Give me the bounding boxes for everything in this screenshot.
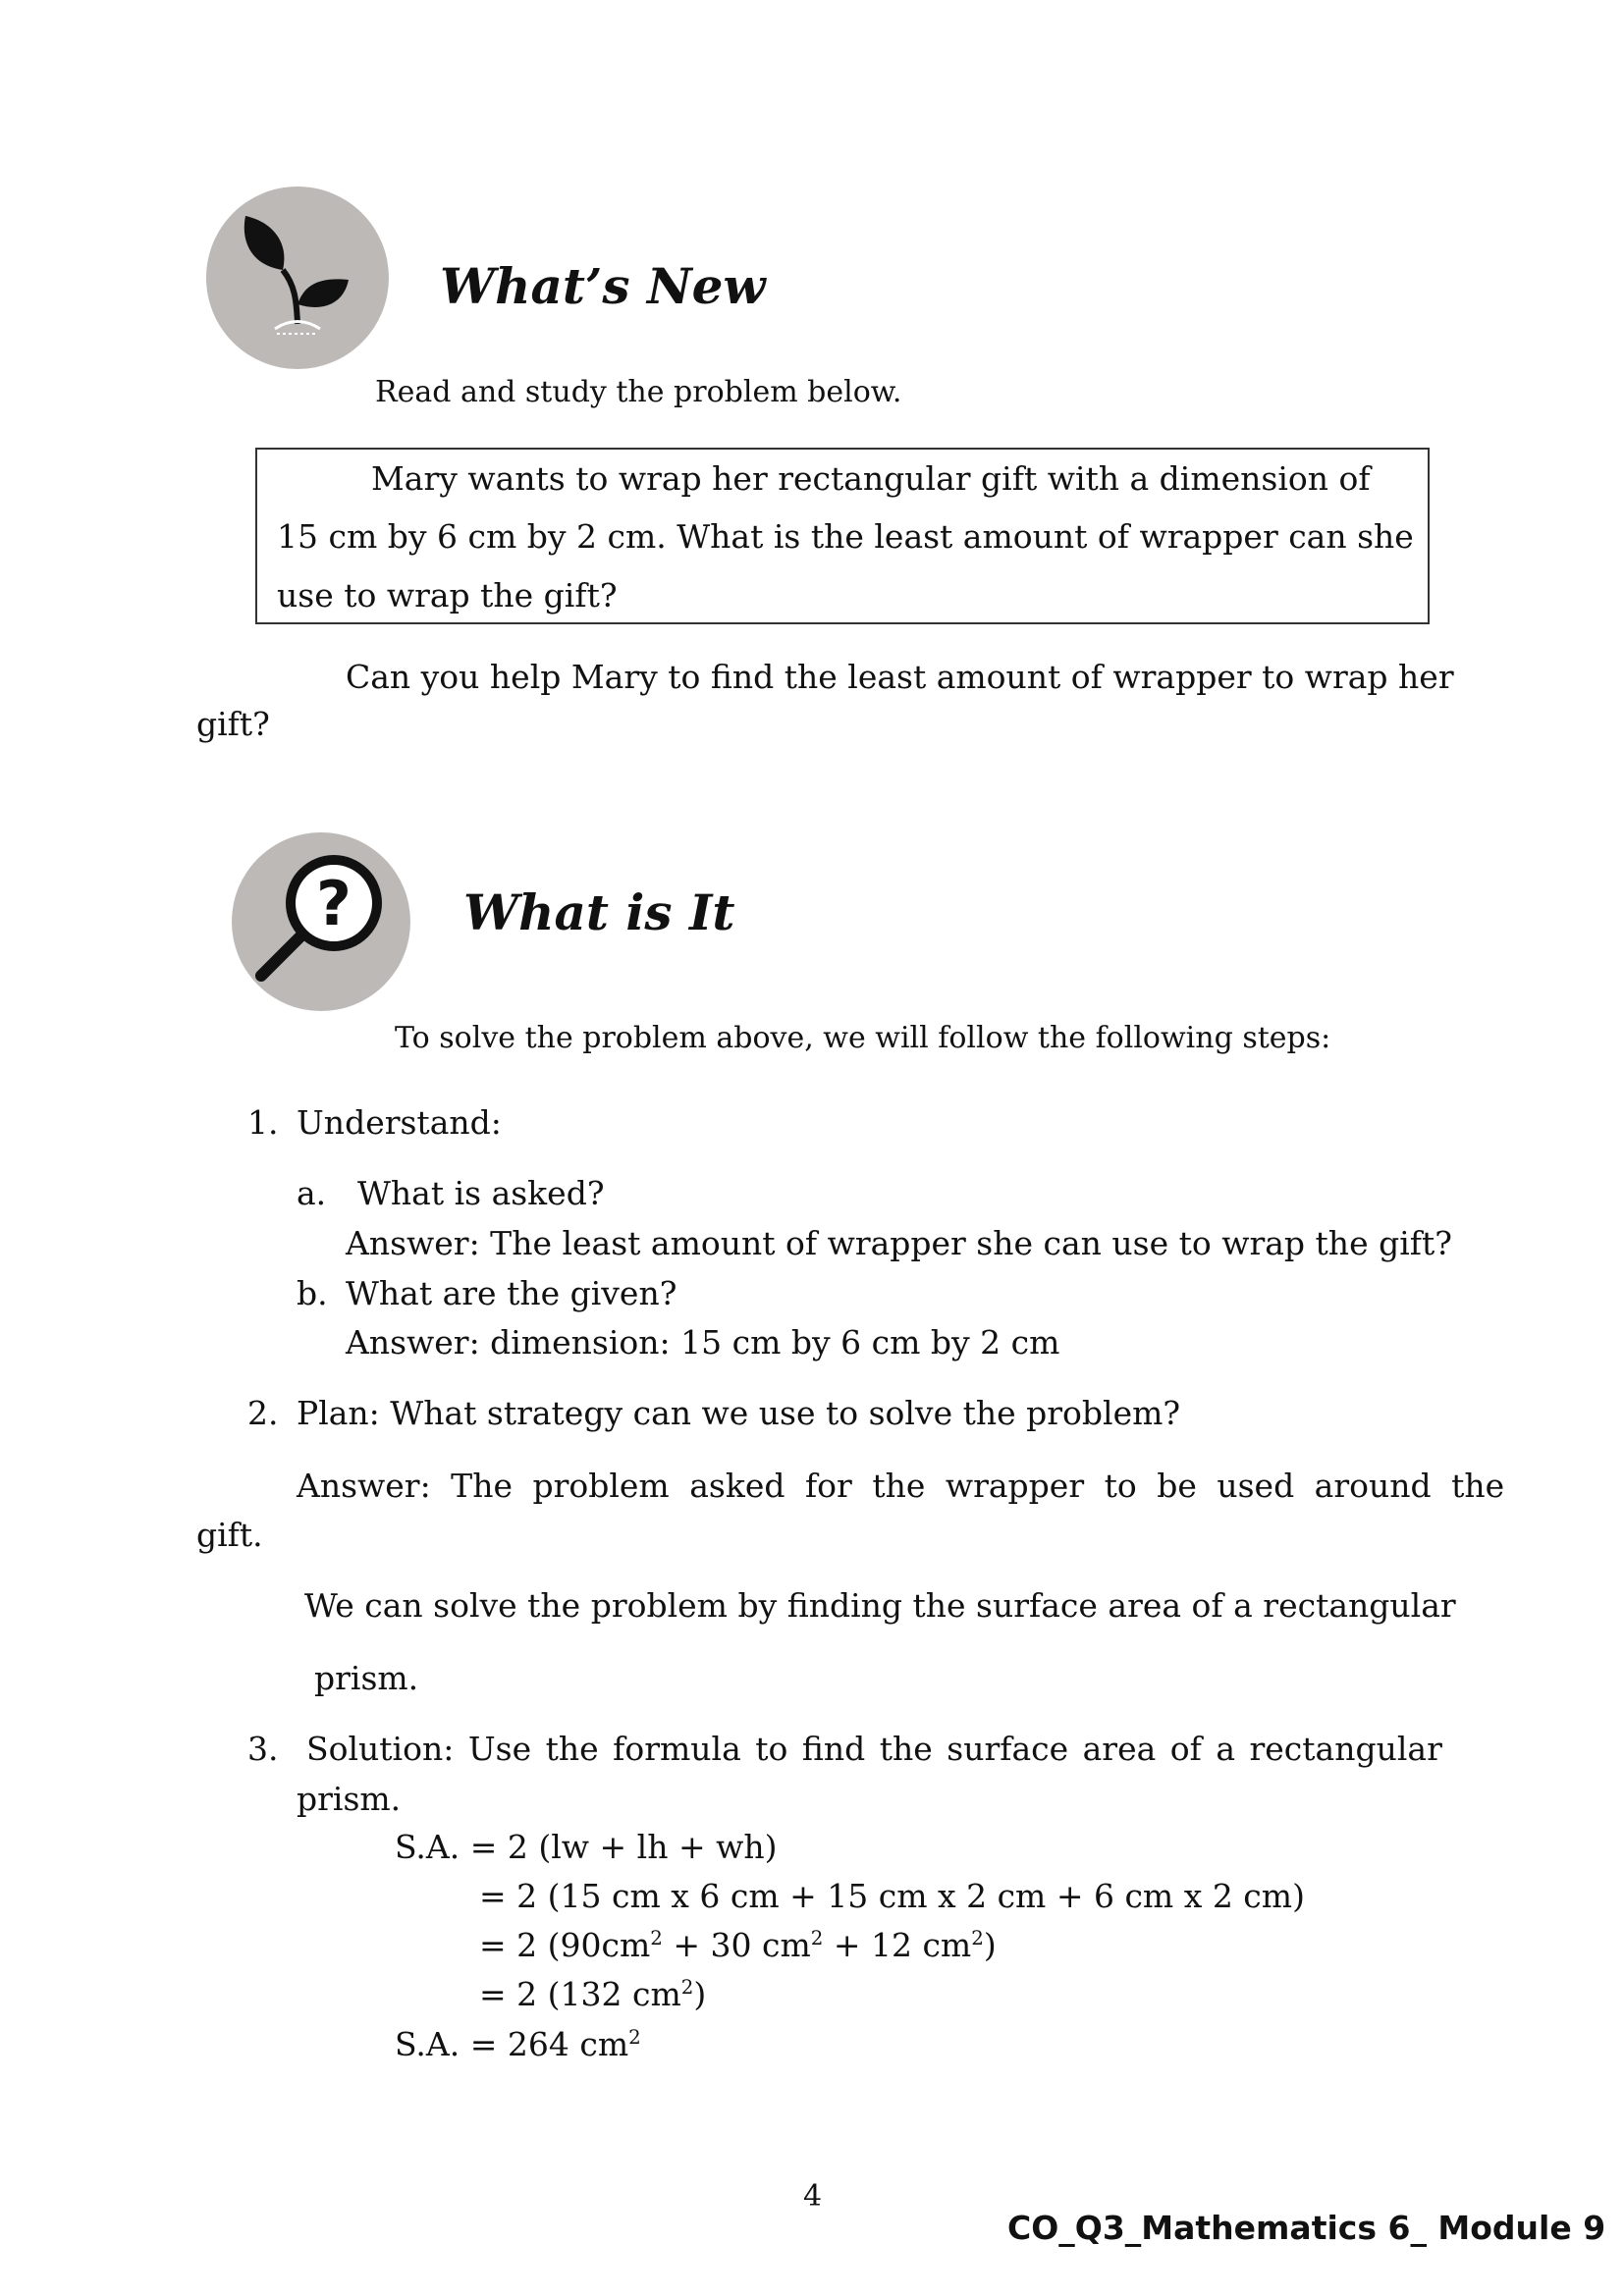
- plan-extra-line-2: prism.: [314, 1659, 419, 1697]
- plant-icon: [206, 187, 389, 369]
- formula-3-part-a: = 2 (90cm: [479, 1926, 651, 1964]
- formula-line-5: [395, 2025, 641, 2064]
- step3-line-2: prism.: [297, 1780, 402, 1818]
- formula-3-part-d: ): [983, 1926, 997, 1964]
- question-line-1: Can you help Mary to find the least amount of wrapper to wrap her: [346, 658, 1454, 696]
- plan-answer-line-1: Answer: The problem asked for the wrapper to be used around the: [297, 1467, 1505, 1505]
- formula-line-4: [479, 1975, 706, 2014]
- step1a-question: What is asked?: [357, 1174, 605, 1212]
- plan-answer-line-2: gift.: [196, 1516, 263, 1554]
- step2-text: Plan: What strategy can we use to solve the problem?: [297, 1394, 1181, 1432]
- superscript-2: 2: [680, 1976, 694, 1999]
- what-is-it-icon-circle: [232, 832, 410, 1011]
- superscript-2: 2: [628, 2026, 641, 2049]
- formula-3-part-b: + 30 cm: [662, 1926, 811, 1964]
- problem-line-3: use to wrap the gift?: [277, 576, 618, 614]
- step1a-answer: Answer: The least amount of wrapper she can use to wrap the gift?: [346, 1224, 1452, 1262]
- whats-new-title: What’s New: [440, 257, 766, 315]
- problem-line-2: 15 cm by 6 cm by 2 cm. What is the least amount of wrapper can she: [277, 517, 1414, 556]
- plan-extra-line-1: We can solve the problem by finding the surface area of a rectangular: [304, 1586, 1456, 1625]
- question-line-2: gift?: [196, 705, 270, 743]
- whats-new-icon-circle: [206, 187, 389, 369]
- step1-label: Understand:: [297, 1103, 502, 1142]
- formula-4-part-b: ): [693, 1975, 707, 2013]
- step1-number: 1.: [247, 1103, 279, 1142]
- formula-line-2: = 2 (15 cm x 6 cm + 15 cm x 2 cm + 6 cm x 2 cm): [479, 1877, 1305, 1915]
- step3-line-1: Solution: Use the formula to find the surface area of a rectangular: [306, 1730, 1442, 1768]
- step1b-answer: Answer: dimension: 15 cm by 6 cm by 2 cm: [346, 1323, 1060, 1362]
- problem-line-1: Mary wants to wrap her rectangular gift with a dimension of: [371, 459, 1371, 498]
- formula-line-3: [479, 1926, 997, 1965]
- what-is-it-intro: To solve the problem above, we will follow the following steps:: [395, 1021, 1331, 1055]
- what-is-it-title: What is It: [463, 883, 735, 941]
- superscript-2: 2: [650, 1927, 663, 1949]
- page-number: 4: [803, 2179, 823, 2214]
- formula-3-part-c: + 12 cm: [823, 1926, 972, 1964]
- formula-line-1: S.A. = 2 (lw + lh + wh): [395, 1828, 778, 1866]
- svg-text:?: ?: [316, 868, 352, 939]
- step1b-label: b.: [297, 1274, 328, 1312]
- superscript-2: 2: [971, 1927, 984, 1949]
- step1a-label: a.: [297, 1174, 327, 1212]
- superscript-2: 2: [810, 1927, 824, 1949]
- module-label: CO_Q3_Mathematics 6_ Module 9: [1007, 2209, 1606, 2247]
- step1b-question: What are the given?: [346, 1274, 677, 1312]
- step2-number: 2.: [247, 1394, 279, 1432]
- formula-5-part-a: S.A. = 264 cm: [395, 2025, 629, 2063]
- formula-4-part-a: = 2 (132 cm: [479, 1975, 681, 2013]
- whats-new-intro: Read and study the problem below.: [375, 375, 902, 409]
- magnifier-question-icon: [232, 832, 410, 1011]
- step3-number: 3.: [247, 1730, 279, 1768]
